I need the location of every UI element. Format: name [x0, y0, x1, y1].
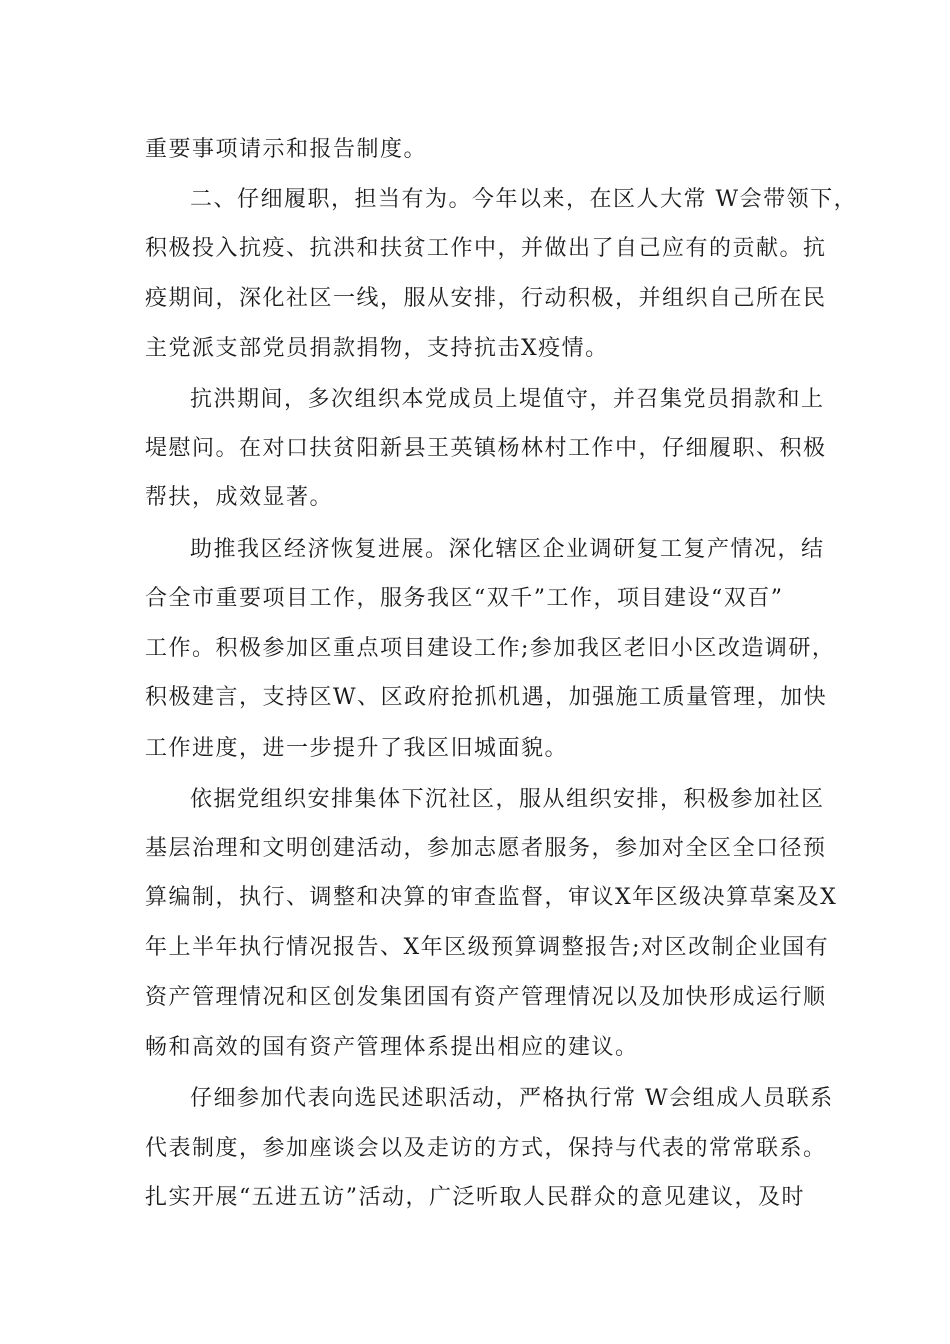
paragraph-5-line-5: 资产管理情况和区创发集团国有资产管理情况以及加快形成运行顺	[145, 985, 827, 1010]
paragraph-4-line-4: 积极建言，支持区W、区政府抢抓机遇，加强施工质量管理，加快	[145, 685, 828, 710]
paragraph-4-line-1: 助推我区经济恢复进展。深化辖区企业调研复工复产情况，结	[190, 537, 825, 562]
paragraph-5-line-3: 算编制，执行、调整和决算的审查监督，审议X年区级决算草案及X	[145, 885, 838, 910]
paragraph-6-line-2: 代表制度，参加座谈会以及走访的方式，保持与代表的常常联系。	[145, 1136, 827, 1161]
paragraph-5-line-2: 基层治理和文明创建活动，参加志愿者服务，参加对全区全口径预	[145, 836, 827, 861]
paragraph-6-line-3: 扎实开展“五进五访”活动，广泛听取人民群众的意见建议，及时	[145, 1185, 805, 1210]
paragraph-2-line-3: 疫期间，深化社区一线，服从安排，行动积极，并组织自己所在民	[145, 286, 827, 311]
paragraph-4-line-5: 工作进度，进一步提升了我区旧城面貌。	[145, 736, 569, 761]
paragraph-2-line-1: 二、仔细履职，担当有为。今年以来，在区人大常 W会带领下，	[190, 187, 858, 212]
paragraph-4-line-3: 工作。积极参加区重点项目建设工作;参加我区老旧小区改造调研，	[145, 636, 836, 661]
paragraph-3-line-2: 堤慰问。在对口扶贫阳新县王英镇杨林村工作中，仔细履职、积极	[145, 436, 827, 461]
paragraph-2-line-4: 主党派支部党员捐款捐物，支持抗击X疫情。	[145, 336, 609, 361]
paragraph-4-line-2: 合全市重要项目工作，服务我区“双千”工作，项目建设“双百”	[145, 586, 784, 611]
paragraph-6-line-1: 仔细参加代表向选民述职活动，严格执行常 W会组成人员联系	[190, 1086, 834, 1111]
paragraph-5-line-1: 依据党组织安排集体下沉社区，服从组织安排，积极参加社区	[190, 787, 825, 812]
paragraph-5-line-6: 畅和高效的国有资产管理体系提出相应的建议。	[145, 1035, 639, 1060]
paragraph-3-line-3: 帮扶，成效显著。	[145, 485, 334, 510]
paragraph-5-line-4: 年上半年执行情况报告、X年区级预算调整报告;对区改制企业国有	[145, 935, 830, 960]
text-line-1: 重要事项请示和报告制度。	[145, 137, 428, 162]
paragraph-2-line-2: 积极投入抗疫、抗洪和扶贫工作中，并做出了自己应有的贡献。抗	[145, 236, 827, 261]
paragraph-3-line-1: 抗洪期间，多次组织本党成员上堤值守，并召集党员捐款和上	[190, 387, 825, 412]
